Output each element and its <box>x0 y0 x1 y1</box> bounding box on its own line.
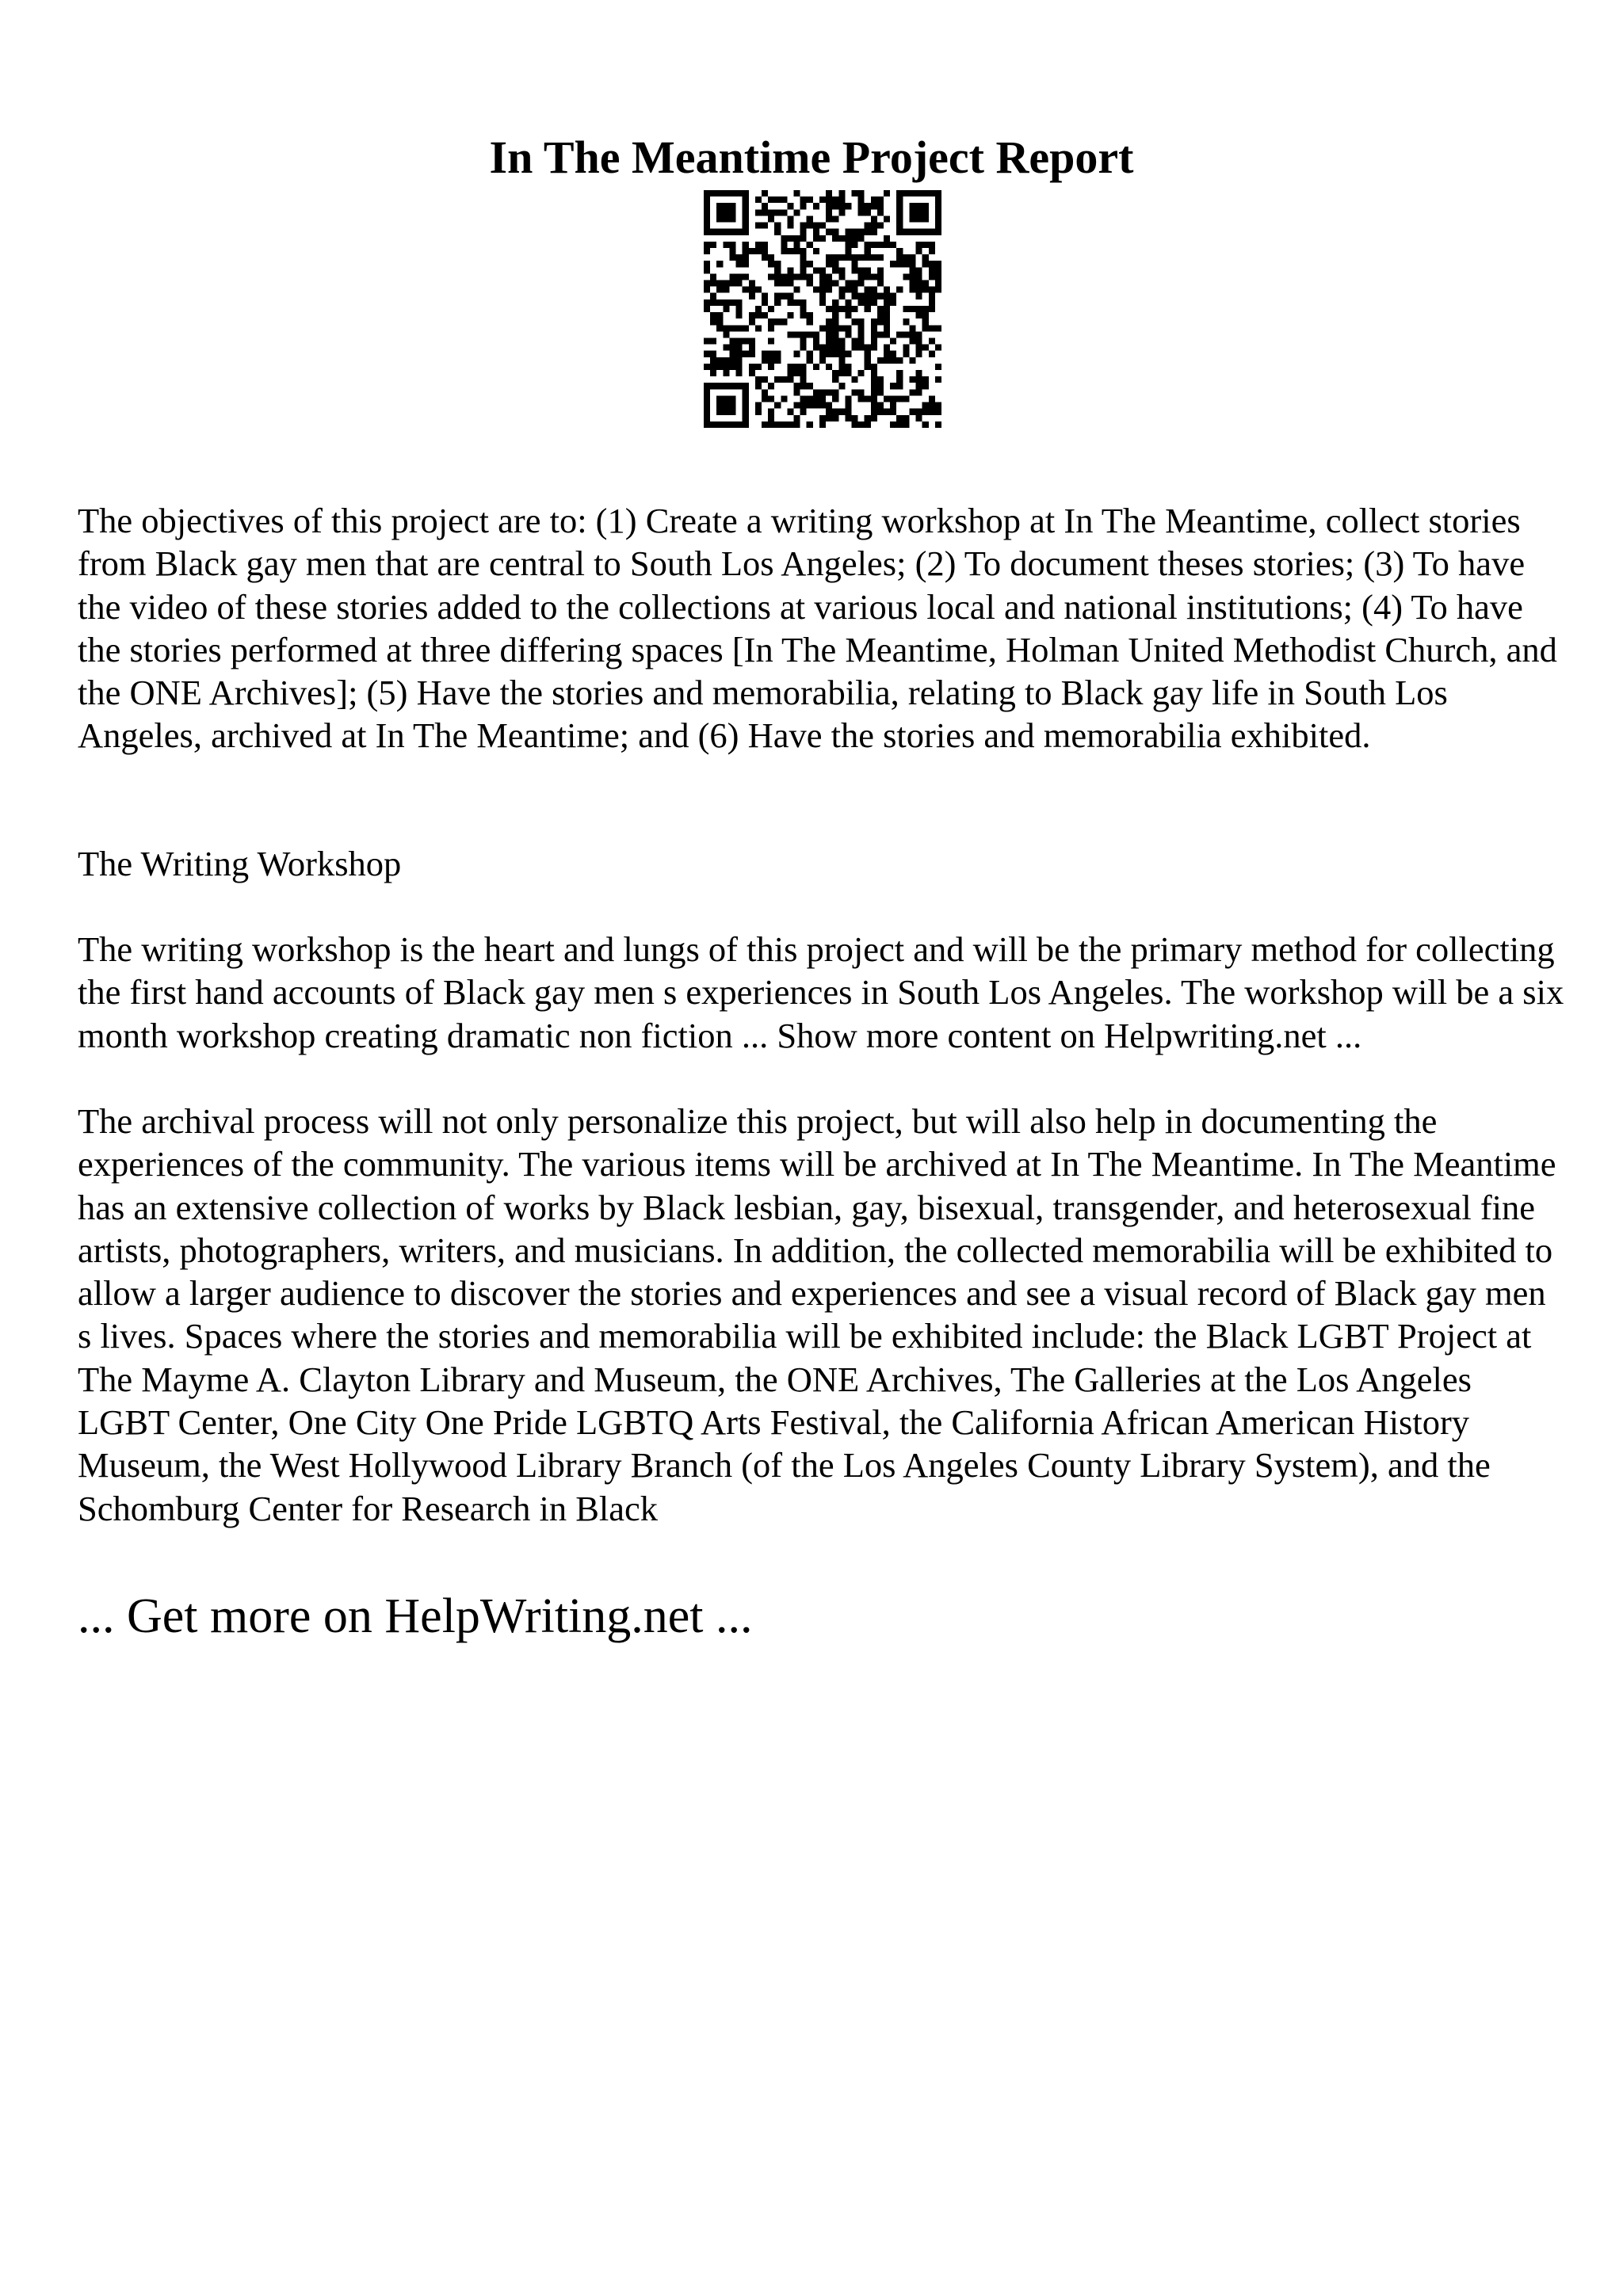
section-heading: The Writing Workshop <box>78 844 402 883</box>
workshop-paragraph: The writing workshop is the heart and lungs of this project and will be the primary method for collecting the first hand accounts of Black gay men s experiences in South Los Angeles. The workshop will be a six month workshop creating dramatic non fiction ... Show more content on Helpwriting.net ... <box>78 929 1564 1055</box>
objectives-paragraph: The objectives of this project are to: (1) Create a writing workshop at In The Meantime, collect stories from Black gay men that are central to South Los Angeles; (2) To document theses stories; (3) To have the video of these stories added to the collections at various local and national institutions; (4) To have the stories performed at three differing spaces [In The Meantime, Holman United Methodist Church, and the ONE Archives]; (5) Have the stories and memorabilia, relating to Black gay life in South Los Angeles, archived at In The Meantime; and (6) Have the stories and memorabilia exhibited. <box>78 501 1557 756</box>
qr-code-icon <box>704 190 941 428</box>
archival-paragraph: The archival process will not only personalize this project, but will also help in documenting the experiences of the community. The various items will be archived at In The Meantime. In The Meantime has an extensive collection of works by Black lesbian, gay, bisexual, transgender, and heterosexual fine artists, photographers, writers, and musicians. In addition, the collected memorabilia will be exhibited to allow a larger audience to discover the stories and experiences and see a visual record of Black gay men s lives. Spaces where the stories and memorabilia will be exhibited include: the Black LGBT Project at The Mayme A. Clayton Library and Museum, the ONE Archives, The Galleries at the Los Angeles LGBT Center, One City One Pride LGBTQ Arts Festival, the California African American History Museum, the West Hollywood Library Branch (of the Los Angeles County Library System), and the Schomburg Center for Research in Black <box>78 1101 1556 1528</box>
document-title: In The Meantime Project Report <box>489 131 1134 183</box>
get-more-link[interactable]: ... Get more on HelpWriting.net ... <box>78 1589 753 1643</box>
